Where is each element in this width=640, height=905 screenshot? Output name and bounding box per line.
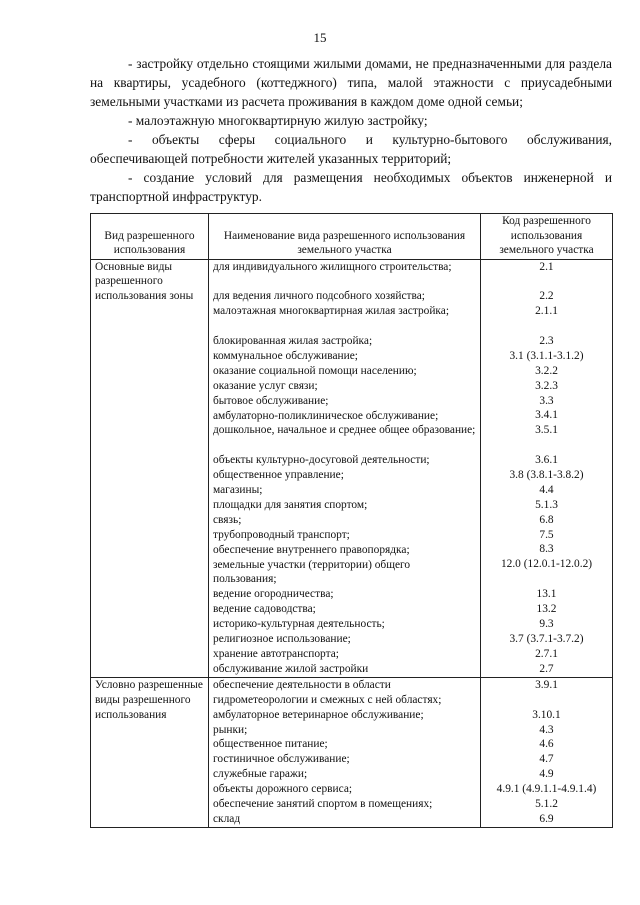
use-code: 13.1 [536,588,557,601]
table-section-row [91,677,613,827]
use-name: объекты дорожного сервиса; [213,783,353,796]
use-name: склад [213,812,241,825]
use-name: бытовое обслуживание; [213,394,329,407]
use-name: ведение огородничества; [213,588,334,601]
use-name: обеспечение деятельности в области гидрометеорологии и смежных с ней областях; [213,678,442,706]
use-name: историко-культурная деятельность; [213,618,385,631]
use-code: 3.3 [539,394,554,407]
use-name: связь; [213,513,242,526]
intro-paragraph: - малоэтажную многоквартирную жилую застройку; [128,113,428,128]
use-code: 2.1.1 [535,305,558,318]
use-code: 3.1 (3.1.1-3.1.2) [509,349,584,362]
use-name: хранение автотранспорта; [213,648,339,661]
use-code: 4.9.1 (4.9.1.1-4.9.1.4) [496,783,597,796]
use-name: амбулаторно-поликлиническое обслуживание; [213,409,439,422]
use-name: блокированная жилая застройка; [213,335,373,347]
use-name: обслуживание жилой застройки [213,662,369,675]
intro-paragraph: - создание условий для размещения необходимых объектов инженерной и транспортной инфраструктур. [90,170,612,204]
use-code: 13.2 [536,603,557,616]
use-code: 2.1 [539,260,554,273]
permitted-use-table [90,213,613,828]
use-name: трубопроводный транспорт; [213,528,350,541]
use-name: оказание услуг связи; [213,379,318,392]
use-name: для индивидуального жилищного строительства; [213,260,452,273]
use-names-cell [209,259,481,677]
use-code: 3.6.1 [535,454,558,467]
use-category: Условно разрешенные виды разрешенного использования [91,677,209,827]
use-name: для ведения личного подсобного хозяйства; [213,290,425,303]
use-code: 3.7 (3.7.1-3.7.2) [509,632,584,645]
page-number: 15 [313,30,327,45]
use-code: 3.10.1 [532,708,561,721]
use-name: оказание социальной помощи населению; [213,364,417,377]
use-name: служебные гаражи; [213,768,308,781]
use-code: 2.7.1 [535,647,558,660]
use-category: Основные виды разрешенного использования зоны [91,259,209,677]
intro-paragraph: - застройку отдельно стоящими жилыми домами, не предназначенными для раздела на квартиры, усадебного (коттеджного) типа, малой этажности с приусадебными земельными участками из расчета проживания в каждом доме одной семьи; [90,56,612,109]
use-code: 5.1.2 [535,797,558,810]
use-code: 3.4.1 [535,409,558,422]
use-code: 3.9.1 [535,678,558,691]
use-name: малоэтажная многоквартирная жилая застройка; [213,305,450,318]
use-code: 2.7 [539,662,554,675]
use-name: обеспечение внутреннего правопорядка; [213,543,410,556]
use-name: земельные участки (территории) общего пользования; [213,558,411,586]
header-use-type: Вид разрешенного использования [91,214,209,260]
header-use-code: Код разрешенного использования земельного участка [481,214,613,260]
intro-paragraph: - объекты сферы социального и культурно-бытового обслуживания, обеспечивающей потребности жителей указанных территорий; [90,132,612,166]
use-name: общественное питание; [213,738,328,751]
use-name: дошкольное, начальное и среднее общее образование; [213,424,476,437]
use-code: 3.2.2 [535,364,558,377]
use-name: коммунальное обслуживание; [213,349,358,362]
use-codes-cell [481,259,613,677]
use-codes-cell [481,677,613,827]
use-name: рынки; [213,723,248,736]
intro-text [90,54,612,206]
use-name: амбулаторное ветеринарное обслуживание; [213,708,424,721]
use-code: 3.2.3 [535,379,558,392]
use-code: 4.7 [539,753,554,766]
use-name: магазины; [213,484,263,497]
use-code: 7.5 [539,528,554,541]
use-name: гостиничное обслуживание; [213,753,350,766]
use-code: 4.3 [539,723,554,736]
use-name: общественное управление; [213,469,344,482]
use-code: 2.2 [539,290,554,303]
use-name: ведение садоводства; [213,603,316,616]
use-code: 3.8 (3.8.1-3.8.2) [509,469,584,482]
use-code: 8.3 [539,543,554,556]
use-name: площадки для занятия спортом; [213,498,368,511]
table-section-row [91,259,613,677]
use-code: 6.8 [539,513,554,526]
use-code: 12.0 (12.0.1-12.0.2) [500,558,593,571]
use-name: объекты культурно-досуговой деятельности; [213,454,430,467]
use-code: 6.9 [539,812,554,825]
use-code: 4.6 [539,738,554,751]
use-code: 2.3 [539,334,554,347]
use-code: 3.5.1 [535,424,558,437]
use-name: обеспечение занятий спортом в помещениях; [213,798,433,811]
use-name: религиозное использование; [213,633,351,646]
use-code: 9.3 [539,617,554,630]
use-names-cell [209,677,481,827]
use-code: 4.4 [539,483,554,496]
use-code: 4.9 [539,768,554,781]
use-code: 5.1.3 [535,498,558,511]
header-use-name: Наименование вида разрешенного использования земельного участка [209,214,481,260]
table-header-row [91,214,613,260]
